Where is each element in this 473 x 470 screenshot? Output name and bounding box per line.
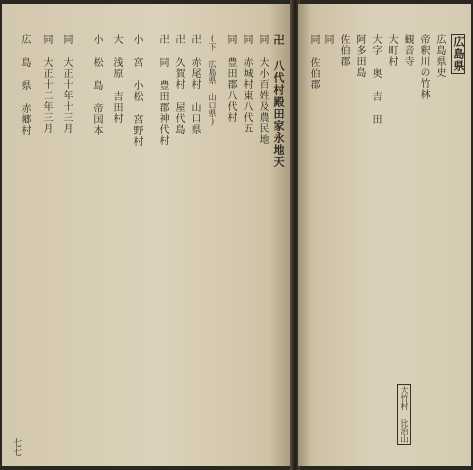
left-col-8: 卍 同 豊田郡神代村 (157, 34, 168, 146)
right-page (298, 4, 471, 466)
right-col-7: 佐伯郡 (338, 34, 349, 67)
left-col-10: 大 浅原 吉田村 (111, 34, 122, 124)
left-col-14: 広 島 県 赤郷村 (19, 34, 30, 136)
right-col-6: 阿多田島 (354, 34, 365, 78)
left-col-12: 同 大正十年十三月 (61, 34, 72, 134)
left-col-7: 卍 久賀村 屋代島 (173, 34, 184, 135)
left-col-2: 同 大小百姓及農民地 (257, 34, 268, 145)
left-col-5: (下 広島県 山口県) (208, 34, 217, 126)
right-col-2: 帝釈川の竹林 (418, 34, 429, 100)
right-header: 広島県 (452, 36, 465, 72)
right-col-1: 広島県史 (434, 34, 445, 78)
left-col-3: 同 赤城村東八代五 (241, 34, 252, 134)
left-col-11: 小 松 島 帝国本 (91, 34, 102, 136)
left-col-1: 卍 八代村殿田家永地天 (272, 34, 285, 168)
page-number: 七七 (11, 438, 21, 456)
right-col-9: 同 佐伯郡 (308, 34, 319, 90)
left-col-9: 小 宮 小松 宮野村 (131, 34, 142, 147)
left-col-13: 同 大正十二年三月 (41, 34, 52, 134)
right-boxed-note: 大竹村 比治山 (397, 384, 411, 445)
right-col-8: 同 (322, 34, 333, 45)
left-page (2, 4, 292, 466)
left-col-4: 同 豊田郡八代村 (225, 34, 236, 123)
right-col-3: 観音寺 (402, 34, 413, 67)
left-col-6: 卍 赤尾村 山口県 (189, 34, 200, 135)
right-col-4: 大町村 (386, 34, 397, 67)
right-col-5: 大字 奥 吉 田 (370, 34, 381, 125)
